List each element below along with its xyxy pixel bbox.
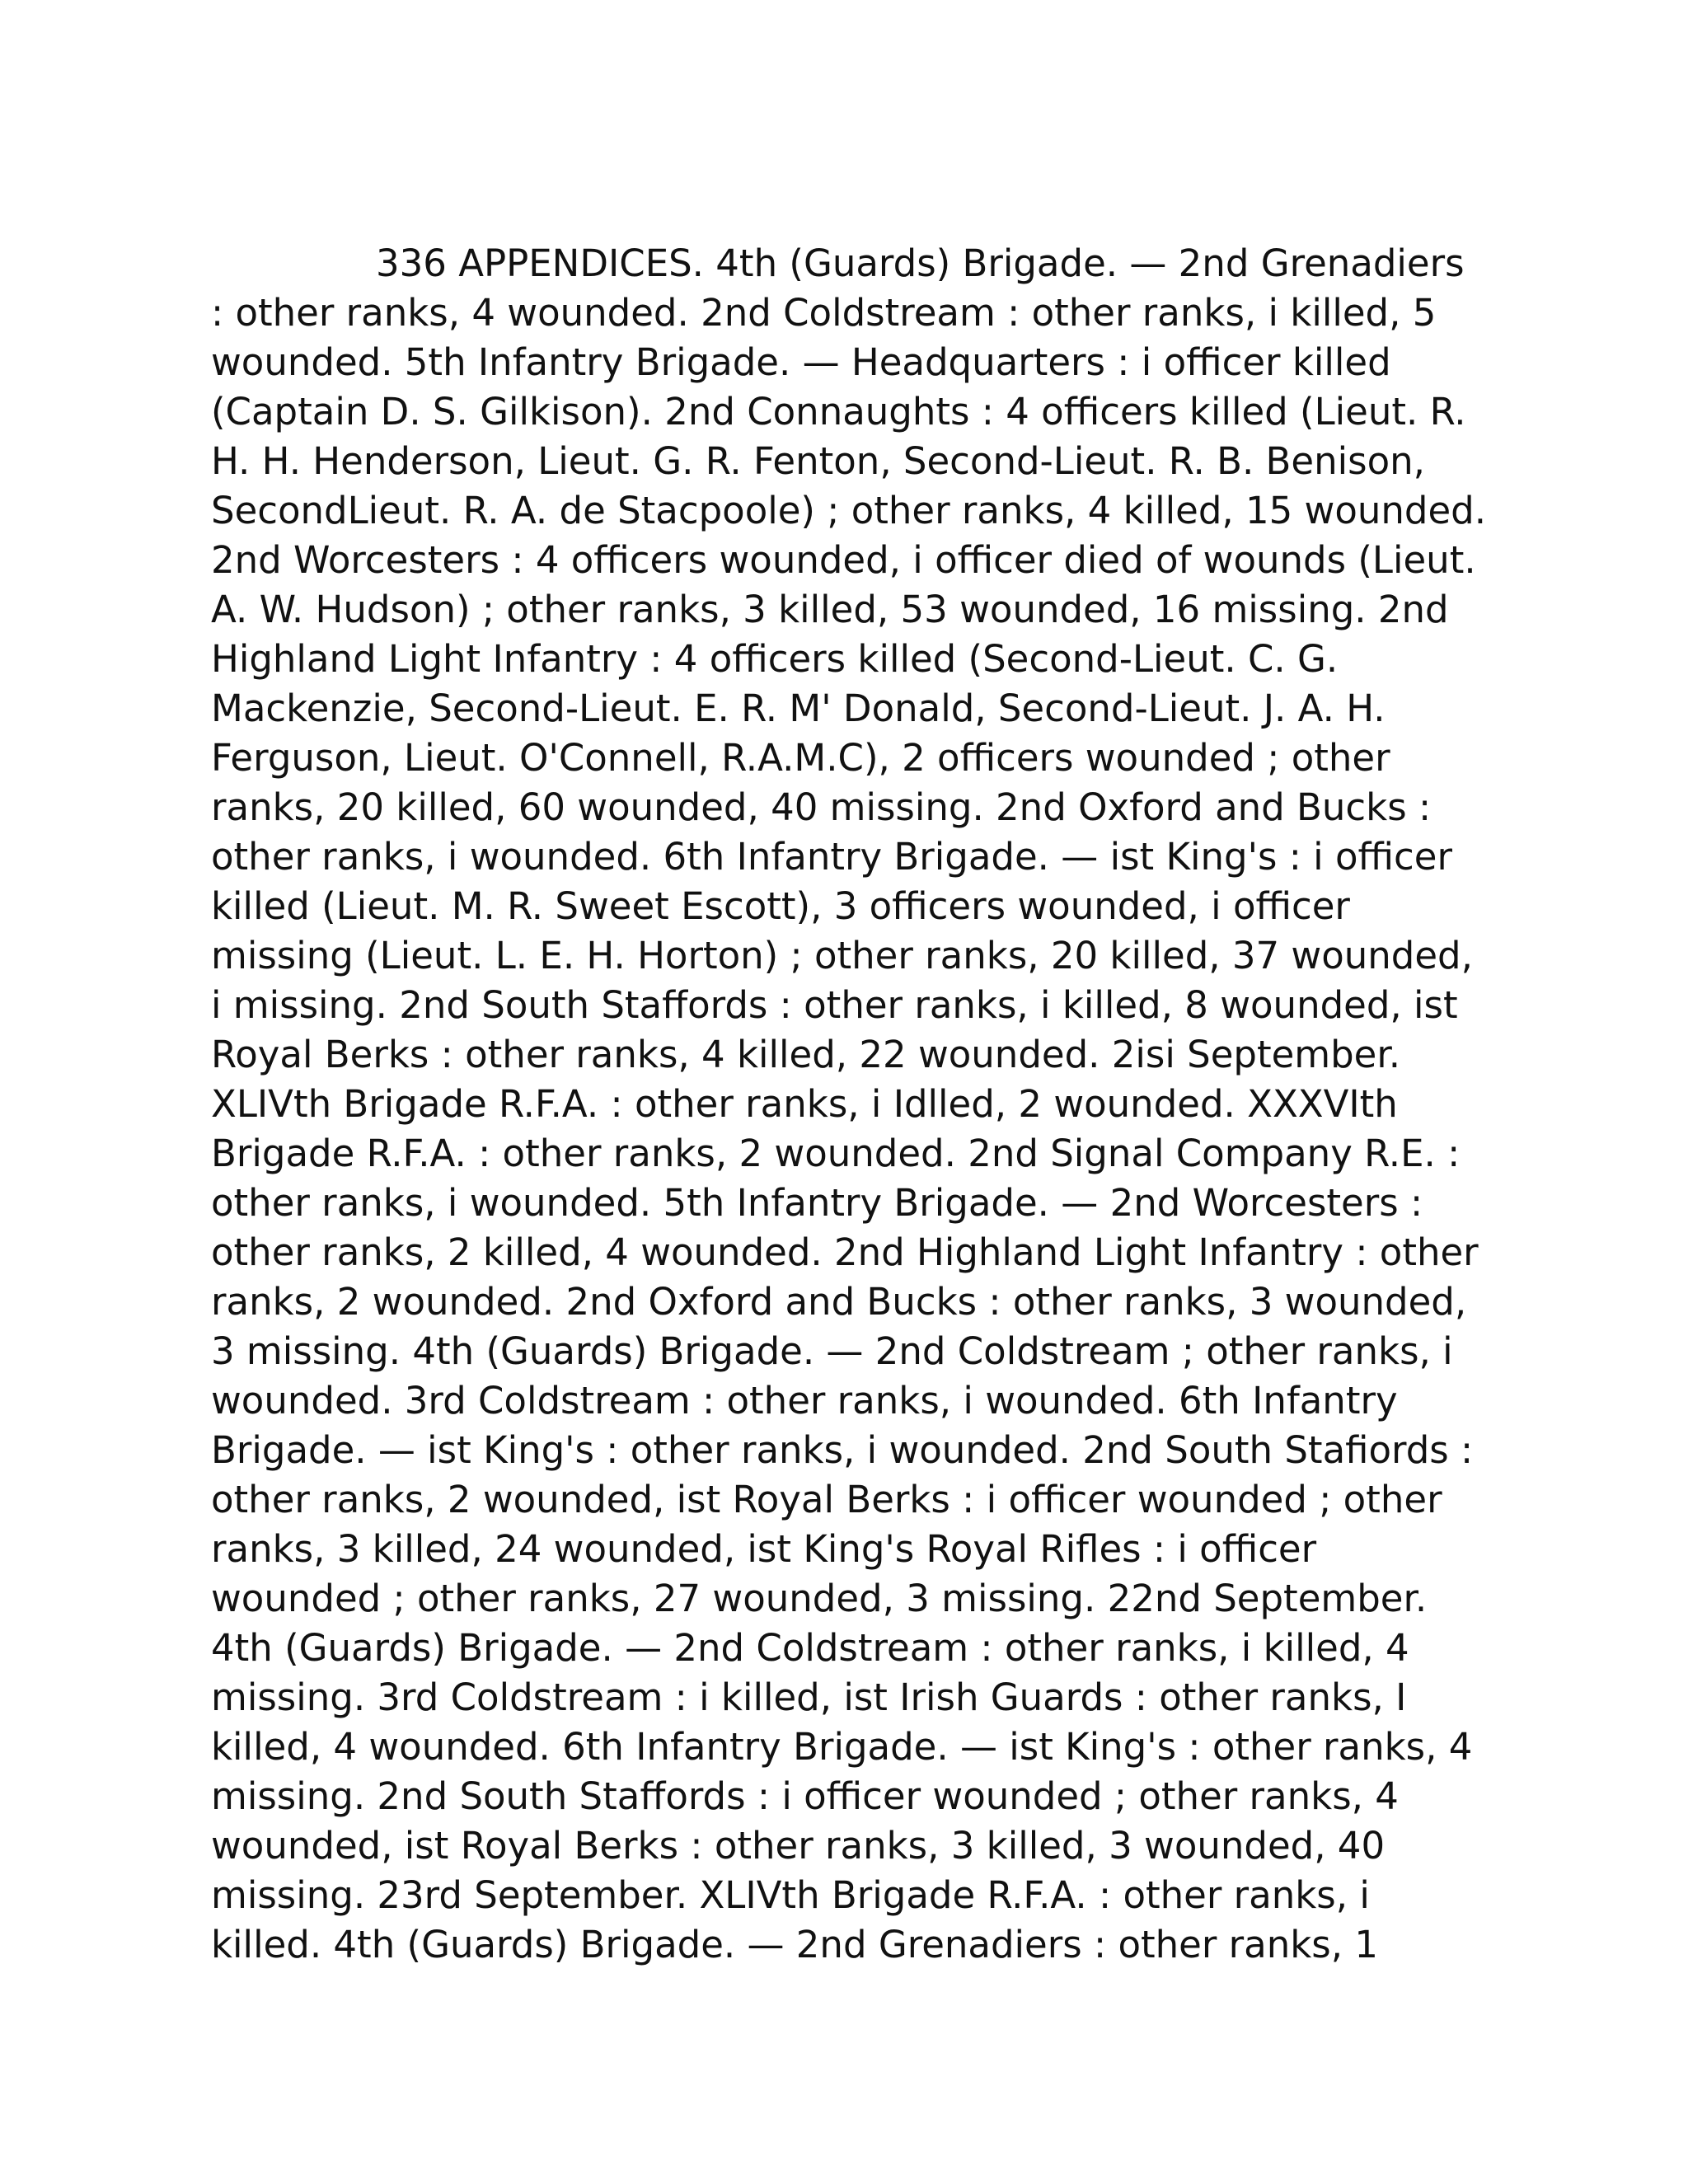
text-line: wounded. 3rd Coldstream : other ranks, i wounded. 6th Infantry — [211, 1379, 1398, 1422]
text-line: wounded. 5th Infantry Brigade. — Headquarters : i officer killed — [211, 340, 1391, 384]
text-line: killed. 4th (Guards) Brigade. — 2nd Grenadiers : other ranks, 1 — [211, 1923, 1378, 1966]
text-line: 336 APPENDICES. 4th (Guards) Brigade. — 2nd Grenadiers — [376, 241, 1465, 285]
text-line: other ranks, 2 killed, 4 wounded. 2nd Highland Light Infantry : other — [211, 1230, 1479, 1274]
body-text — [211, 239, 1487, 1970]
text-line: Ferguson, Lieut. O'Connell, R.A.M.C), 2 officers wounded ; other — [211, 736, 1390, 780]
text-line: A. W. Hudson) ; other ranks, 3 killed, 53 wounded, 16 missing. 2nd — [211, 588, 1449, 631]
text-line: missing. 3rd Coldstream : i killed, ist Irish Guards : other ranks, I — [211, 1675, 1407, 1719]
text-line: i missing. 2nd South Staffords : other ranks, i killed, 8 wounded, ist — [211, 983, 1458, 1027]
text-line: (Captain D. S. Gilkison). 2nd Connaughts : 4 officers killed (Lieut. R. — [211, 390, 1466, 434]
text-line: Highland Light Infantry : 4 officers killed (Second-Lieut. C. G. — [211, 637, 1339, 681]
text-line: Royal Berks : other ranks, 4 killed, 22 wounded. 2isi September. — [211, 1033, 1401, 1076]
text-line: 4th (Guards) Brigade. — 2nd Coldstream : other ranks, i killed, 4 — [211, 1626, 1409, 1670]
text-line: wounded, ist Royal Berks : other ranks, 3 killed, 3 wounded, 40 — [211, 1824, 1386, 1868]
text-line: ranks, 2 wounded. 2nd Oxford and Bucks : other ranks, 3 wounded, — [211, 1280, 1467, 1324]
text-line: Brigade R.F.A. : other ranks, 2 wounded. 2nd Signal Company R.E. : — [211, 1132, 1461, 1175]
text-line: ranks, 20 killed, 60 wounded, 40 missing. 2nd Oxford and Bucks : — [211, 785, 1432, 829]
text-line: 3 missing. 4th (Guards) Brigade. — 2nd Coldstream ; other ranks, i — [211, 1329, 1453, 1373]
text-line: Mackenzie, Second-Lieut. E. R. M' Donald, Second-Lieut. J. A. H. — [211, 687, 1386, 730]
text-line: missing. 23rd September. XLIVth Brigade R.F.A. : other ranks, i — [211, 1873, 1370, 1917]
text-line: other ranks, i wounded. 6th Infantry Brigade. — ist King's : i officer — [211, 835, 1452, 879]
text-line: : other ranks, 4 wounded. 2nd Coldstream : other ranks, i killed, 5 — [211, 291, 1437, 335]
text-line: XLIVth Brigade R.F.A. : other ranks, i Idlled, 2 wounded. XXXVIth — [211, 1082, 1398, 1126]
text-line: SecondLieut. R. A. de Stacpoole) ; other ranks, 4 killed, 15 wounded. — [211, 489, 1487, 532]
text-line: missing (Lieut. L. E. H. Horton) ; other ranks, 20 killed, 37 wounded, — [211, 934, 1473, 977]
text-line: 2nd Worcesters : 4 officers wounded, i officer died of wounds (Lieut. — [211, 538, 1476, 582]
text-line: missing. 2nd South Staffords : i officer wounded ; other ranks, 4 — [211, 1774, 1399, 1818]
text-line: H. H. Henderson, Lieut. G. R. Fenton, Second-Lieut. R. B. Benison, — [211, 439, 1425, 483]
text-line: Brigade. — ist King's : other ranks, i wounded. 2nd South Stafiords : — [211, 1428, 1474, 1472]
text-line: wounded ; other ranks, 27 wounded, 3 missing. 22nd September. — [211, 1577, 1428, 1620]
text-line: killed, 4 wounded. 6th Infantry Brigade. — ist King's : other ranks, 4 — [211, 1725, 1473, 1769]
text-line: killed (Lieut. M. R. Sweet Escott), 3 officers wounded, i officer — [211, 884, 1350, 928]
text-line: other ranks, i wounded. 5th Infantry Brigade. — 2nd Worcesters : — [211, 1181, 1423, 1225]
text-line: other ranks, 2 wounded, ist Royal Berks : i officer wounded ; other — [211, 1478, 1442, 1521]
text-line: ranks, 3 killed, 24 wounded, ist King's Royal Rifles : i officer — [211, 1527, 1317, 1571]
